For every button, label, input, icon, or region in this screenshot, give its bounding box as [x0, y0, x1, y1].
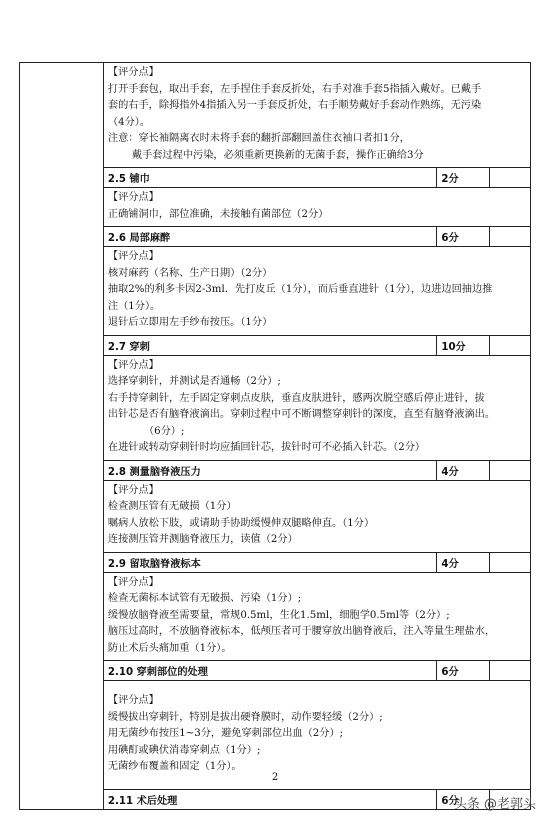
section-points: 6分 [437, 789, 490, 809]
body-line: 用无菌纱布按压1~3分，避免穿刺部位出血（2分）; [107, 728, 344, 739]
score-cell [490, 460, 531, 480]
body-line: 右手持穿刺针，左手固定穿刺点皮肤，垂直皮肤进针，感两次脱空感后停止进针，拔 [107, 392, 485, 404]
blank-line [108, 683, 526, 693]
body-line: （6分）; [143, 425, 185, 437]
page-number: 2 [271, 772, 279, 783]
score-cell [490, 661, 531, 681]
body-line: 【评分点】 [107, 251, 159, 262]
section-body [103, 480, 530, 552]
section-title: 2.7 穿刺 [103, 335, 436, 355]
body-line: 检查无菌标本试管有无破损、污染（1分）; [107, 593, 302, 604]
section-points: 2分 [437, 168, 490, 188]
section-body [103, 247, 530, 336]
body-line: 套的右手，除拇指外4指插入另一手套反折处，右手顺势戴好手套动作熟练，无污染 [107, 100, 482, 111]
section-title: 2.6 局部麻醉 [103, 227, 436, 247]
body-line: 脑压过高时，不放脑脊液标本，低颅压者可于腰穿放出脑脊液后，注入等量生理盐水， [107, 626, 496, 637]
scoring-table [19, 62, 531, 810]
body-line: 打开手套包，取出手套，左手捏住手套反折处，右手对准手套5指插入戴好。已戴手 [107, 83, 482, 95]
section-points: 6分 [437, 661, 490, 681]
score-cell [490, 335, 531, 355]
section-body [103, 355, 530, 460]
body-line: 缓慢放脑脊液至需要量，常规0.5ml，生化1.5ml，细胞学0.5ml等（2分）; [107, 609, 450, 621]
body-line: 在进针或转动穿刺针时均应插回针芯，拔针时可不必插入针芯。（2分） [107, 442, 426, 453]
body-line: 注意：穿长袖隔离衣时未将手套的翻折部翻回盖住衣袖口者扣1分， [107, 133, 410, 144]
body-line: 【评分点】 [107, 576, 159, 588]
table-row [20, 63, 531, 168]
section-title: 2.9 留取脑脊液标本 [103, 552, 436, 572]
body-line: （4分）。 [107, 116, 151, 128]
body-line: 【评分点】 [107, 359, 159, 371]
body-line: 嘱病人放松下肢，或请助手协助缓慢伸双腿略伸直。（1分） [107, 517, 375, 529]
body-line: 【评分点】 [107, 67, 159, 78]
section-title: 2.8 测量脑脊液压力 [103, 460, 436, 480]
body-line: 戴手套过程中污染，必须重新更换新的无菌手套，操作正确给3分 [131, 149, 424, 161]
score-cell [490, 168, 531, 188]
body-line: 选择穿刺针，并测试是否通畅（2分）; [107, 376, 281, 387]
body-line: 退针后立即用左手纱布按压。（1分） [107, 317, 273, 328]
body-line: 【评分点】 [107, 484, 159, 496]
score-cell [490, 227, 531, 247]
body-line: 抽取2%的利多卡因2-3ml．先打皮丘（1分），而后垂直进针（1分），边进边回抽边推 [107, 284, 493, 295]
section-points: 4分 [437, 552, 490, 572]
body-line: 出针芯是否有脑脊液滴出。穿刺过程中可不断调整穿刺针的深度，直至有脑脊液滴出。 [107, 409, 496, 420]
body-line: 无菌纱布覆盖和固定（1分）。 [107, 761, 242, 772]
section-body [103, 188, 530, 227]
section-title: 2.10 穿刺部位的处理 [103, 661, 436, 681]
body-line: 注（1分）。 [107, 300, 161, 312]
section-points: 10分 [437, 335, 490, 355]
body-line: 检查测压管有无破损（1分） [107, 501, 237, 512]
section-body [103, 63, 530, 168]
body-line: 连接测压管并测脑脊液压力，读值（2分） [107, 534, 298, 545]
body-line: 防止术后头痛加重（1分）。 [107, 642, 232, 654]
section-body [103, 572, 530, 661]
section-points: 4分 [437, 460, 490, 480]
body-line: 缓慢拔出穿刺针，特别是拔出硬脊膜时，动作要轻缓（2分）; [107, 711, 383, 723]
section-title: 2.11 术后处理 [103, 789, 436, 809]
body-line: 【评分点】 [107, 695, 159, 706]
body-line: 用碘酊或碘伏消毒穿刺点（1分）; [107, 744, 261, 756]
body-line: 正确铺洞巾，部位准确，未接触有菌部位（2分） [107, 208, 329, 220]
body-line: 核对麻药（名称、生产日期）（2分） [107, 267, 273, 279]
body-line: 【评分点】 [107, 192, 159, 203]
section-points: 6分 [437, 227, 490, 247]
section-title: 2.5 铺巾 [103, 168, 436, 188]
score-cell [490, 552, 531, 572]
watermark: 头条 @老郭头 [453, 797, 536, 812]
left-merged-cell [20, 63, 104, 810]
